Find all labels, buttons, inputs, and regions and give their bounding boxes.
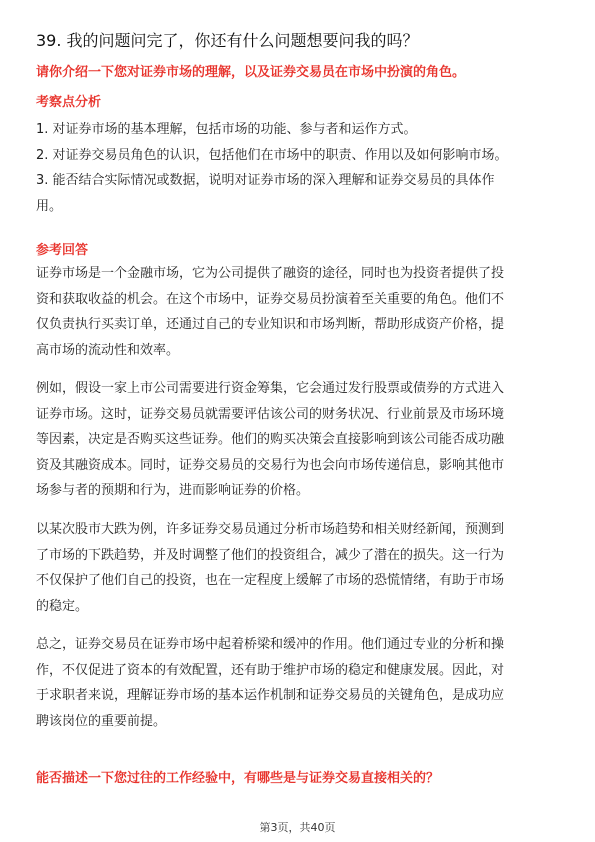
answer-paragraph-3 [36, 517, 564, 619]
interview-question: 请你介绍一下您对证券市场的理解，以及证券交易员在市场中扮演的角色。 [36, 65, 466, 80]
answer-line: 仅负责执行买卖订单，还通过自己的专业知识和市场判断，帮助形成资产价格，提 [36, 317, 505, 332]
answer-line: 资及其融资成本。同时，证券交易员的交易行为也会向市场传递信息，影响其他市 [36, 457, 505, 473]
answer-line: 不仅保护了他们自己的投资，也在一定程度上缓解了市场的恐慌情绪，有助于市场 [36, 573, 505, 588]
analysis-line: 1. 对证券市场的基本理解，包括市场的功能、参与者和运作方式。 [36, 122, 417, 137]
answer-line: 资和获取收益的机会。在这个市场中，证券交易员扮演着至关重要的角色。他们不 [36, 291, 505, 307]
answer-line: 高市场的流动性和效率。 [36, 342, 180, 358]
analysis-line: 用。 [36, 198, 63, 214]
answer-line: 证券市场。这时，证券交易员就需要评估该公司的财务状况、行业前景及市场环境 [36, 406, 505, 422]
answer-line: 以某次股市大跌为例，许多证券交易员通过分析市场趋势和相关财经新闻，预测到 [36, 522, 505, 537]
answer-line: 总之，证券交易员在证券市场中起着桥梁和缓冲的作用。他们通过专业的分析和操 [36, 637, 505, 652]
answer-line: 聘该岗位的重要前提。 [36, 713, 167, 729]
question-heading: 39. 我的问题问完了，你还有什么问题想要问我的吗？ [36, 31, 419, 50]
answer-line: 场参与者的预期和行为，进而影响证券的价格。 [36, 483, 310, 498]
page-number: 第3页，共40页 [259, 821, 336, 834]
analysis-line: 2. 对证券交易员角色的认识，包括他们在市场中的职责、作用以及如何影响市场。 [36, 147, 508, 163]
analysis-line: 3. 能否结合实际情况或数据，说明对证券市场的深入理解和证券交易员的具体作 [36, 173, 495, 188]
next-question: 能否描述一下您过往的工作经验中，有哪些是与证券交易直接相关的？ [36, 771, 440, 786]
answer-line: 作，不仅促进了资本的有效配置，还有助于维护市场的稳定和健康发展。因此，对 [36, 662, 505, 678]
analysis-list [36, 117, 564, 219]
answer-paragraph-4 [36, 632, 564, 734]
answer-paragraph-1 [36, 261, 564, 363]
answer-line: 于求职者来说，理解证券市场的基本运作机制和证券交易员的关键角色，是成功应 [36, 688, 505, 703]
answer-paragraph-2 [36, 376, 564, 504]
answer-line: 的稳定。 [36, 598, 89, 614]
analysis-title: 考察点分析 [36, 95, 102, 110]
answer-title: 参考回答 [36, 243, 89, 258]
answer-line: 例如，假设一家上市公司需要进行资金筹集，它会通过发行股票或债券的方式进入 [36, 381, 505, 396]
answer-line: 等因素，决定是否购买这些证券。他们的购买决策会直接影响到该公司能否成功融 [36, 432, 505, 447]
answer-line: 证券市场是一个金融市场，它为公司提供了融资的途径，同时也为投资者提供了投 [36, 266, 505, 281]
answer-line: 了市场的下跌趋势，并及时调整了他们的投资组合，减少了潜在的损失。这一行为 [36, 547, 505, 563]
